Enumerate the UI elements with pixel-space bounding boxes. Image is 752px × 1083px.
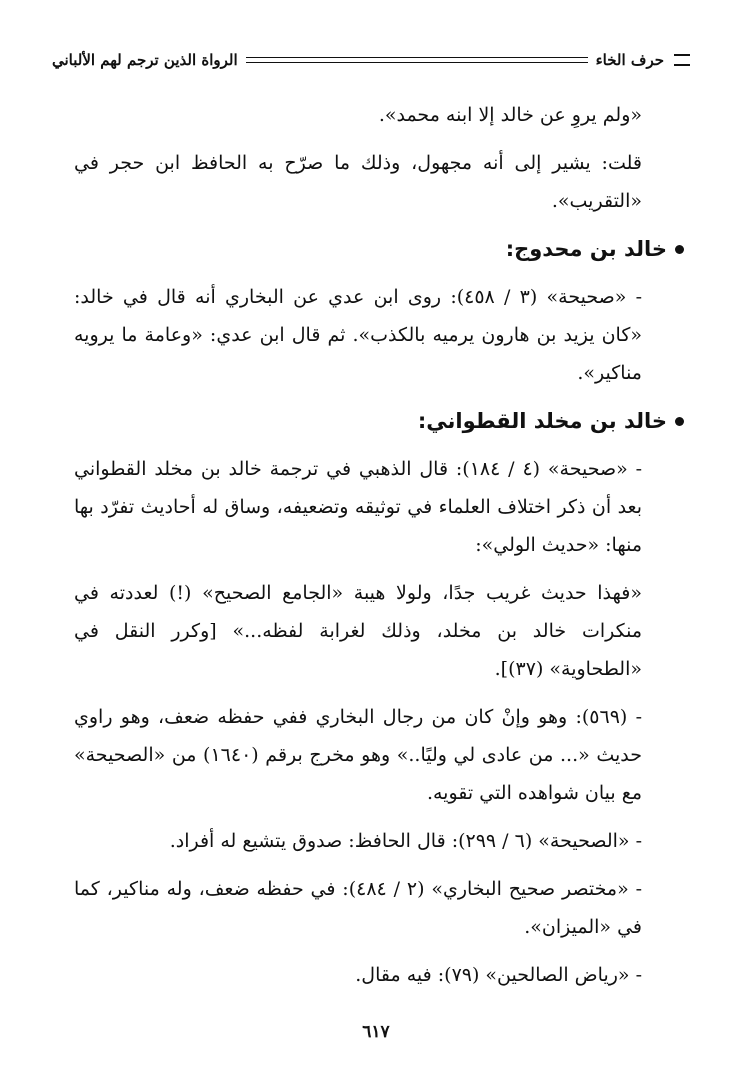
page-body: [74, 96, 667, 1004]
book-title: الرواة الذين ترجم لهم الألباني: [52, 51, 238, 69]
reference-paragraph: - «صحيحة» (٣ / ٤٥٨): روى ابن عدي عن البخاري أنه قال في خالد: «كان يزيد بن هارون يرميه بالكذب». ثم قال ابن عدي: «وعامة ما يرويه مناكير».: [74, 286, 642, 384]
paragraph: «ولم يروِ عن خالد إلا ابنه محمد».: [378, 104, 642, 126]
reference-paragraph: - «مختصر صحيح البخاري» (٢ / ٤٨٤): في حفظه ضعف، وله مناكير، كما في «الميزان».: [74, 878, 642, 938]
reference-paragraph: - (٥٦٩): وهو وإنْ كان من رجال البخاري ففي حفظه ضعف، وهو راوي حديث «... من عادى لي وليًا..» وهو مخرج برقم (١٦٤٠) من «الصحيحة» مع بيان شواهده التي تقويه.: [74, 706, 643, 804]
entry-heading: [74, 402, 684, 440]
reference-paragraph: - «الصحيحة» (٦ / ٢٩٩): قال الحافظ: صدوق يتشيع له أفراد.: [169, 830, 642, 852]
reference-paragraph: - «صحيحة» (٤ / ١٨٤): قال الذهبي في ترجمة خالد بن مخلد القطواني بعد أن ذكر اختلاف العلماء في توثيقه وتضعيفه، وساق له أحاديث تفرّد بها منها: «حديث الولي»:: [74, 458, 643, 556]
header-marker-icon: [674, 54, 690, 66]
entry-heading-label: خالد بن مخلد القطواني:: [417, 409, 667, 433]
bullet-icon: [675, 245, 684, 254]
reference-paragraph: - «رياض الصالحين» (٧٩): فيه مقال.: [355, 964, 642, 986]
header-rule: [246, 57, 588, 63]
running-header: [52, 42, 690, 78]
quotation-paragraph: «فهذا حديث غريب جدًا، ولولا هيبة «الجامع الصحيح» (!) لعددته في منكرات خالد بن مخلد، وذلك لغرابة لفظه...» [وكرر النقل في «الطحاوية» (٣٧)].: [74, 582, 642, 680]
entry-heading-label: خالد بن محدوج:: [505, 237, 667, 261]
page-number: ٦١٧: [362, 1022, 390, 1042]
paragraph: قلت: يشير إلى أنه مجهول، وذلك ما صرّح به الحافظ ابن حجر في «التقريب».: [74, 152, 642, 212]
bullet-icon: [675, 417, 684, 426]
chapter-title: حرف الخاء: [595, 51, 664, 69]
entry-heading: [74, 230, 684, 268]
